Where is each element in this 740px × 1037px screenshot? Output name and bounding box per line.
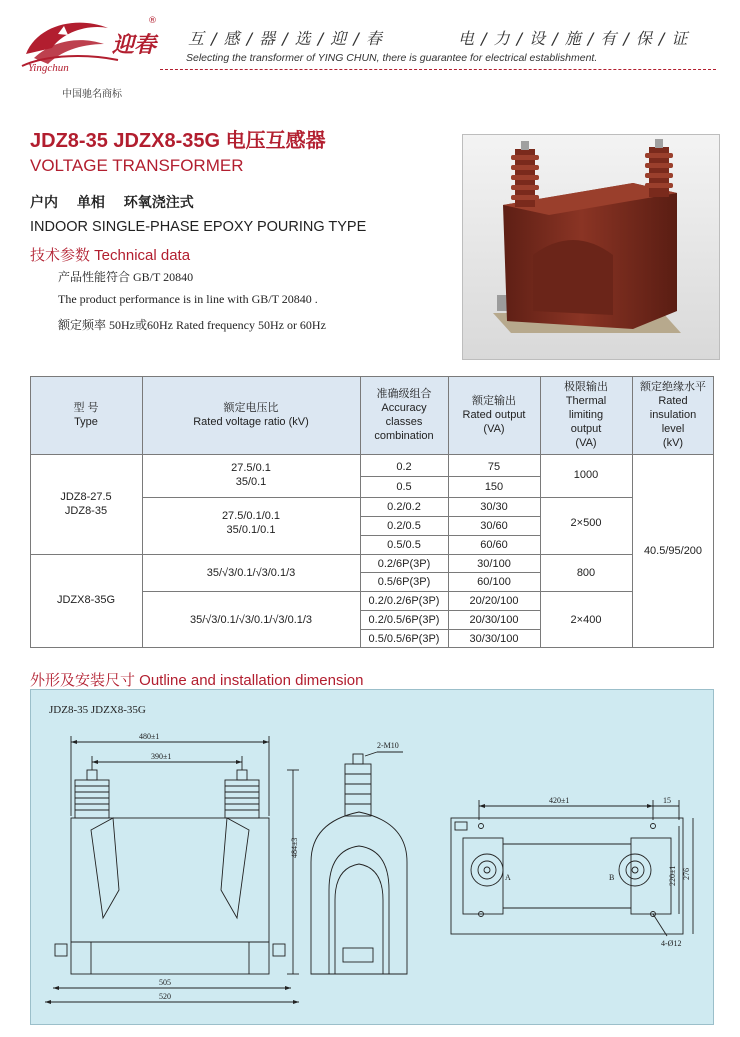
brand-name: 迎春	[112, 33, 157, 58]
header-output-unit: (VA)	[483, 423, 505, 435]
acc-cell: 0.2/0.5	[387, 520, 421, 532]
out-cell: 150	[484, 481, 504, 493]
dim-holes: 4-Ø12	[661, 939, 682, 948]
header-insulation-cn: 额定绝缘水平	[640, 381, 706, 393]
header-thermal-unit: (VA)	[575, 437, 597, 449]
header-output-en: Rated output	[462, 409, 526, 421]
brand-subtitle: 中国驰名商标	[62, 89, 122, 100]
header-thermal-en-3: output	[570, 423, 602, 435]
header-thermal-cn: 极限输出	[564, 381, 608, 393]
dim-420: 420±1	[549, 796, 570, 805]
header-accuracy-en-3: combination	[374, 430, 434, 442]
ratio-group-1	[142, 461, 360, 489]
product-photo	[462, 134, 720, 360]
subtitle-en: INDOOR SINGLE-PHASE EPOXY POURING TYPE	[30, 219, 367, 235]
acc-cell: 0.5/6P(3P)	[377, 576, 431, 588]
outline-drawing-svg	[31, 690, 713, 1024]
technical-data-table	[30, 376, 714, 648]
acc-cell: 0.2	[396, 461, 412, 473]
ratio-group-4: 35/√3/0.1/√3/0.1/√3/0.1/3	[189, 614, 313, 626]
ratio-1-a: 27.5/0.1	[231, 462, 271, 474]
ratio-1-b: 35/0.1	[235, 476, 267, 488]
dim-505: 505	[159, 978, 171, 987]
thermal-cell: 2×500	[570, 517, 602, 529]
acc-cell: 0.2/0.5/6P(3P)	[368, 614, 440, 626]
out-cell: 30/30	[480, 501, 508, 513]
header-output	[448, 394, 540, 436]
acc-cell: 0.2/6P(3P)	[377, 558, 431, 570]
dim-484: 484±3	[290, 837, 299, 858]
ratio-group-3: 35/√3/0.1/√3/0.1/3	[206, 567, 296, 579]
type-jdzx: JDZX8-35G	[56, 594, 116, 606]
type-jdz-35: JDZ8-35	[64, 505, 108, 517]
header-divider	[160, 69, 716, 70]
header-insulation-en-3: level	[661, 423, 685, 435]
header-ratio	[142, 401, 360, 429]
slogan-cn-right: 电 / 力 / 设 / 施 / 有 / 保 / 证	[458, 29, 689, 48]
header-accuracy-en-2: classes	[385, 416, 423, 428]
ratio-2-b: 35/0.1/0.1	[226, 524, 276, 536]
header-insulation-en-2: insulation	[649, 409, 697, 421]
acc-cell: 0.5/0.5/6P(3P)	[368, 633, 440, 645]
registered-mark: ®	[148, 16, 157, 26]
ratio-group-2	[142, 509, 360, 537]
out-cell: 30/60	[480, 520, 508, 532]
dim-220: 220±1	[668, 865, 677, 886]
spec-line-standard-cn: 产品性能符合 GB/T 20840	[58, 270, 194, 284]
thermal-cell: 1000	[573, 469, 599, 481]
model-title: JDZ8-35 JDZX8-35G	[30, 130, 226, 152]
out-cell: 60/60	[480, 539, 508, 551]
header-insulation-en-1: Rated	[658, 395, 688, 407]
spec-line-standard-en: The product performance is in line with GB/T 20840 .	[58, 292, 318, 306]
spec-line-frequency: 额定频率 50Hz或60Hz Rated frequency 50Hz or 60Hz	[58, 318, 326, 332]
type-jdz	[30, 490, 142, 518]
outline-drawing	[30, 689, 714, 1025]
out-cell: 75	[487, 461, 501, 473]
header-output-cn: 额定输出	[472, 395, 516, 407]
brand-pinyin: Yingchun	[28, 62, 69, 74]
thermal-cell: 2×400	[570, 614, 602, 626]
transformer-photo-icon	[463, 135, 719, 359]
acc-cell: 0.5	[396, 481, 412, 493]
acc-cell: 0.5/0.5	[387, 539, 421, 551]
insulation-cell: 40.5/95/200	[643, 545, 703, 557]
dim-15: 15	[663, 796, 671, 805]
type-jdz-275: JDZ8-27.5	[60, 491, 112, 503]
terminal-b-label: B	[609, 873, 615, 882]
brand-logo	[18, 14, 168, 80]
out-cell: 20/20/100	[469, 595, 519, 607]
dim-m10: 2-M10	[377, 741, 399, 750]
title-en: VOLTAGE TRANSFORMER	[30, 156, 244, 175]
slogan-en: Selecting the transformer of YING CHUN, there is guarantee for electrical establishment.	[186, 52, 598, 64]
out-cell: 30/100	[477, 558, 511, 570]
ratio-2-a: 27.5/0.1/0.1	[221, 510, 281, 522]
slogan-cn-left: 互 / 感 / 器 / 选 / 迎 / 春	[188, 29, 383, 48]
title-cn: 电压互感器	[225, 128, 326, 152]
header-thermal	[540, 380, 632, 450]
page-title	[30, 124, 326, 153]
drawing-model-label: JDZ8-35 JDZX8-35G	[49, 704, 146, 716]
header-accuracy-en-1: Accuracy	[381, 402, 427, 414]
header-accuracy	[360, 387, 448, 443]
subtitle-cn: 户内 单相 环氧浇注式	[30, 195, 194, 211]
dim-276: 276	[682, 868, 691, 880]
header-insulation-unit: (kV)	[662, 437, 684, 449]
dim-480: 480±1	[139, 732, 160, 741]
dim-520: 520	[159, 992, 171, 1001]
header-type-en: Type	[74, 416, 98, 428]
header-thermal-en-2: limiting	[568, 409, 604, 421]
header-type-cn: 型 号	[73, 402, 99, 414]
acc-cell: 0.2/0.2/6P(3P)	[368, 595, 440, 607]
header-accuracy-cn: 准确级组合	[376, 388, 432, 400]
thermal-cell: 800	[576, 567, 596, 579]
header-ratio-en: Rated voltage ratio (kV)	[193, 416, 309, 428]
header-thermal-en-1: Thermal	[565, 395, 607, 407]
terminal-a-label: A	[505, 873, 511, 882]
tech-heading: 技术参数 Technical data	[30, 247, 191, 264]
header-type	[30, 401, 142, 429]
header-insulation	[632, 380, 714, 450]
acc-cell: 0.2/0.2	[387, 501, 421, 513]
dim-390: 390±1	[151, 752, 172, 761]
out-cell: 30/30/100	[469, 633, 519, 645]
outline-heading: 外形及安装尺寸 Outline and installation dimension	[30, 672, 364, 689]
header-ratio-cn: 额定电压比	[223, 402, 279, 414]
out-cell: 60/100	[477, 576, 511, 588]
out-cell: 20/30/100	[469, 614, 519, 626]
